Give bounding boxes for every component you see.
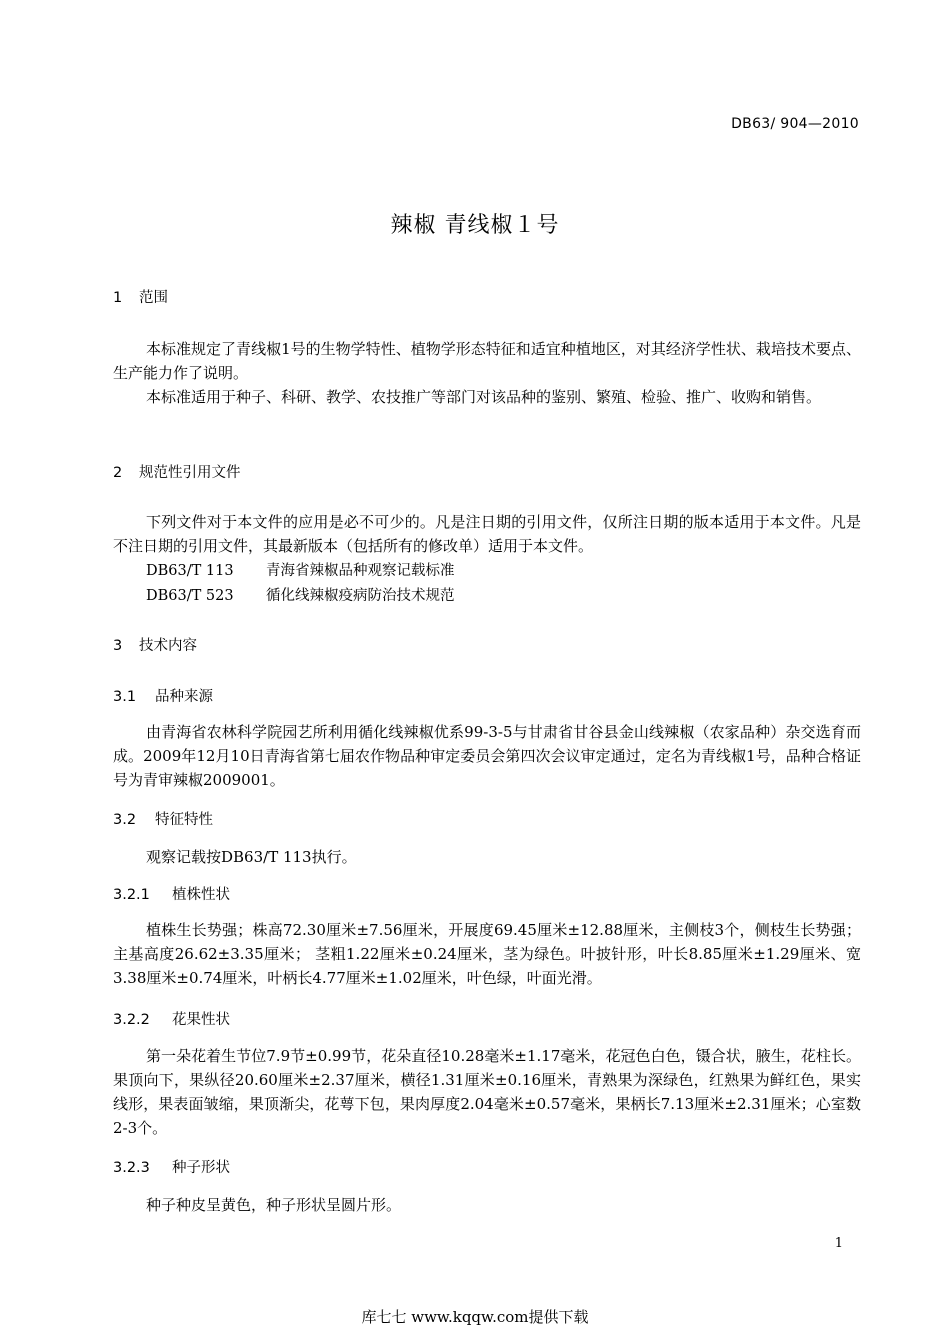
section-number: 3 xyxy=(113,638,123,654)
document-code: DB63/ 904—2010 xyxy=(731,116,859,132)
reference-code: DB63/T 523 xyxy=(146,588,234,604)
subsection-3-2-2-heading xyxy=(113,1010,230,1030)
subsection-3-2-2-paragraph: 第一朵花着生节位7.9节±0.99节，花朵直径10.28毫米±1.17毫米，花冠色白色，镊合状，腋生，花柱长。果顶向下，果纵径20.60厘米±2.37厘米，横径1.31厘米±0.16厘米，青熟果为深绿色，红熟果为鲜红色，果实线形，果表面皱缩，果顶渐尖，花萼下包，果肉厚度2.04毫米±0.57毫米，果柄长7.13厘米±2.31厘米；心室数2-3个。 xyxy=(113,1047,862,1137)
reference-title: 青海省辣椒品种观察记载标准 xyxy=(266,563,455,579)
section-number: 3.2.1 xyxy=(113,887,150,903)
reference-item xyxy=(146,584,455,608)
section-title: 花果性状 xyxy=(172,1012,230,1028)
section-title: 品种来源 xyxy=(155,689,213,705)
section-title: 规范性引用文件 xyxy=(139,465,241,481)
section-1-paragraph-2: 本标准适用于种子、科研、教学、农技推广等部门对该品种的鉴别、繁殖、检验、推广、收购和销售。 xyxy=(146,388,822,406)
download-footer: 库七七 www.kqqw.com提供下载 xyxy=(361,1308,589,1326)
subsection-3-2-1-paragraph: 植株生长势强；株高72.30厘米±7.56厘米，开展度69.45厘米±12.88厘米，主侧枝3个，侧枝生长势强；主基高度26.62±3.35厘米； 茎粗1.22厘米±0.24厘米，茎为绿色。叶披针形，叶长8.85厘米±1.29厘米、宽3.38厘米±0.74厘米，叶柄长4.77厘米±1.02厘米，叶色绿，叶面光滑。 xyxy=(113,921,861,987)
section-title: 种子形状 xyxy=(172,1160,230,1176)
subsection-3-1-heading xyxy=(113,687,213,707)
subsection-3-2-paragraph: 观察记载按DB63/T 113执行。 xyxy=(146,848,357,866)
section-title: 技术内容 xyxy=(139,638,197,654)
section-2-paragraph-1: 下列文件对于本文件的应用是必不可少的。凡是注日期的引用文件，仅所注日期的版本适用于本文件。凡是不注日期的引用文件，其最新版本（包括所有的修改单）适用于本文件。 xyxy=(113,513,861,555)
section-number: 3.2 xyxy=(113,812,137,828)
section-title: 特征特性 xyxy=(155,812,213,828)
section-number: 1 xyxy=(113,290,123,306)
section-1-paragraph-1: 本标准规定了青线椒1号的生物学特性、植物学形态特征和适宜种植地区，对其经济学性状、栽培技术要点、生产能力作了说明。 xyxy=(113,340,861,382)
section-number: 3.1 xyxy=(113,689,137,705)
subsection-3-2-heading xyxy=(113,810,213,830)
subsection-3-2-1-heading xyxy=(113,885,230,905)
reference-item xyxy=(146,559,455,583)
subsection-3-1-paragraph: 由青海省农林科学院园艺所利用循化线辣椒优系99-3-5与甘肃省甘谷县金山线辣椒（农家品种）杂交选育而成。2009年12月10日青海省第七届农作物品种审定委员会第四次会议审定通过，定名为青线椒1号，品种合格证号为青审辣椒2009001。 xyxy=(113,723,861,789)
section-number: 3.2.2 xyxy=(113,1012,150,1028)
section-title: 范围 xyxy=(139,290,168,306)
subsection-3-2-3-heading xyxy=(113,1158,230,1178)
section-1-heading xyxy=(113,288,168,308)
subsection-3-2-3-paragraph: 种子种皮呈黄色，种子形状呈圆片形。 xyxy=(146,1196,402,1214)
section-title: 植株性状 xyxy=(172,887,230,903)
section-3-heading xyxy=(113,636,197,656)
page-number: 1 xyxy=(834,1236,843,1251)
section-2-heading xyxy=(113,463,241,483)
section-number: 3.2.3 xyxy=(113,1160,150,1176)
section-number: 2 xyxy=(113,465,123,481)
document-title: 辣椒 青线椒１号 xyxy=(390,213,560,238)
reference-code: DB63/T 113 xyxy=(146,563,234,579)
reference-title: 循化线辣椒疫病防治技术规范 xyxy=(266,588,455,604)
